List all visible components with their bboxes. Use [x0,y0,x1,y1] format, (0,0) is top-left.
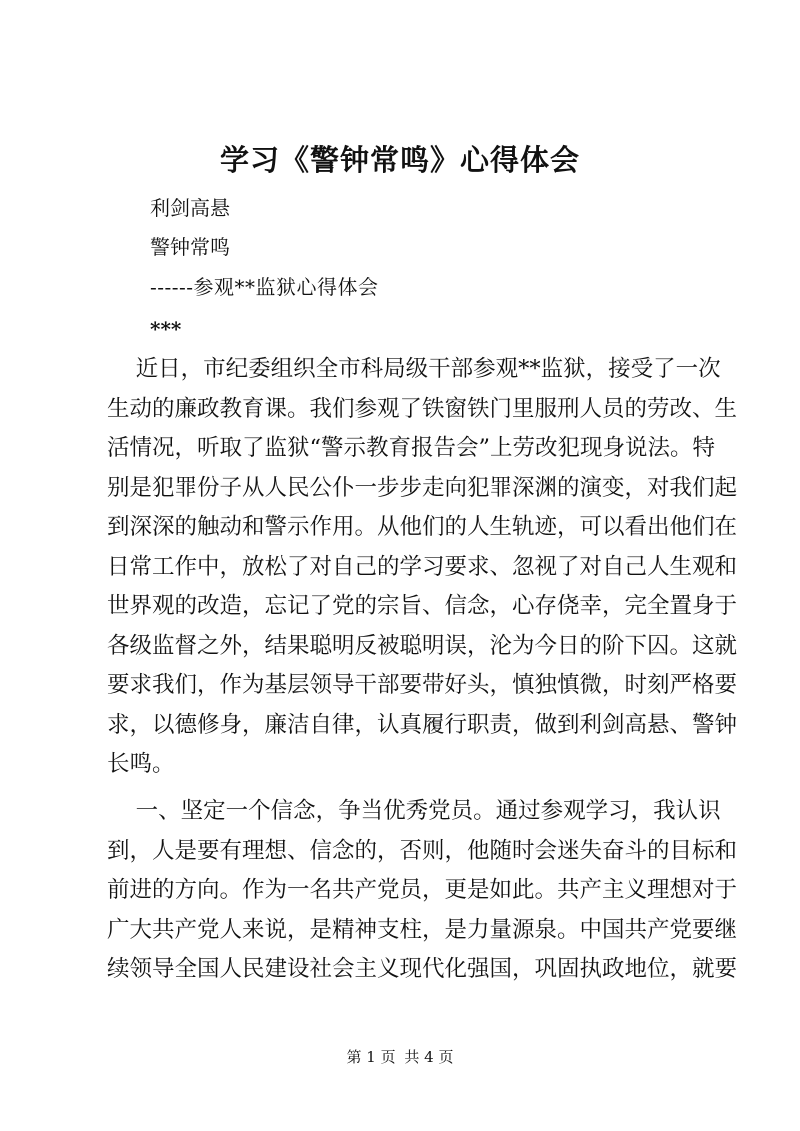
paragraph-line: 到，人是要有理想、信念的，否则，他随时会迷失奋斗的目标和 [107,837,738,864]
document-title: 学习《警钟常鸣》心得体会 [219,143,580,177]
paragraph-line: 世界观的改造，忘记了党的宗旨、信念，心存侥幸，完全置身于 [107,593,738,619]
page-total: 共 4 页 [404,1048,454,1066]
paragraph-line: 各级监督之外，结果聪明反被聪明误，沦为今日的阶下囚。这就 [107,632,738,659]
paragraph-1 [107,350,738,785]
paragraph-line: 一、坚定一个信念，争当优秀党员。通过参观学习，我认识 [107,798,721,824]
paragraph-line: 别是犯罪份子从人民公仆一步步走向犯罪深渊的演变，对我们起 [107,474,738,501]
subtitle-line-3: ------参观**监狱心得体会 [150,275,379,299]
paragraph-line: 活情况，听取了监狱“警示教育报告会”上劳改犯现身说法。特 [107,435,716,461]
page-footer [0,1046,800,1068]
paragraph-line: 长鸣。 [107,751,175,777]
paragraph-line: 近日，市纪委组织全市科局级干部参观**监狱，接受了一次 [107,356,721,382]
paragraph-line: 日常工作中，放松了对自己的学习要求、忽视了对自己人生观和 [107,553,738,580]
paragraph-line: 生动的廉政教育课。我们参观了铁窗铁门里服刑人员的劳改、生 [107,395,738,422]
paragraph-2 [107,792,738,990]
subtitle-line-2: 警钟常鸣 [150,235,230,259]
paragraph-line: 到深深的触动和警示作用。从他们的人生轨迹，可以看出他们在 [107,514,738,540]
paragraph-line: 续领导全国人民建设社会主义现代化强国，巩固执政地位，就要 [107,956,738,982]
paragraph-line: 要求我们，作为基层领导干部要带好头，慎独慎微，时刻严格要 [107,672,738,698]
paragraph-line: 广大共产党人来说，是精神支柱，是力量源泉。中国共产党要继 [107,916,738,943]
page-number: 第 1 页 [346,1048,396,1066]
paragraph-line: 前进的方向。作为一名共产党员，更是如此。共产主义理想对于 [107,877,738,903]
author-line: *** [150,317,182,341]
subtitle-line-1: 利剑高悬 [150,196,230,220]
paragraph-line: 求，以德修身，廉洁自律，认真履行职责，做到利剑高悬、警钟 [107,711,738,738]
